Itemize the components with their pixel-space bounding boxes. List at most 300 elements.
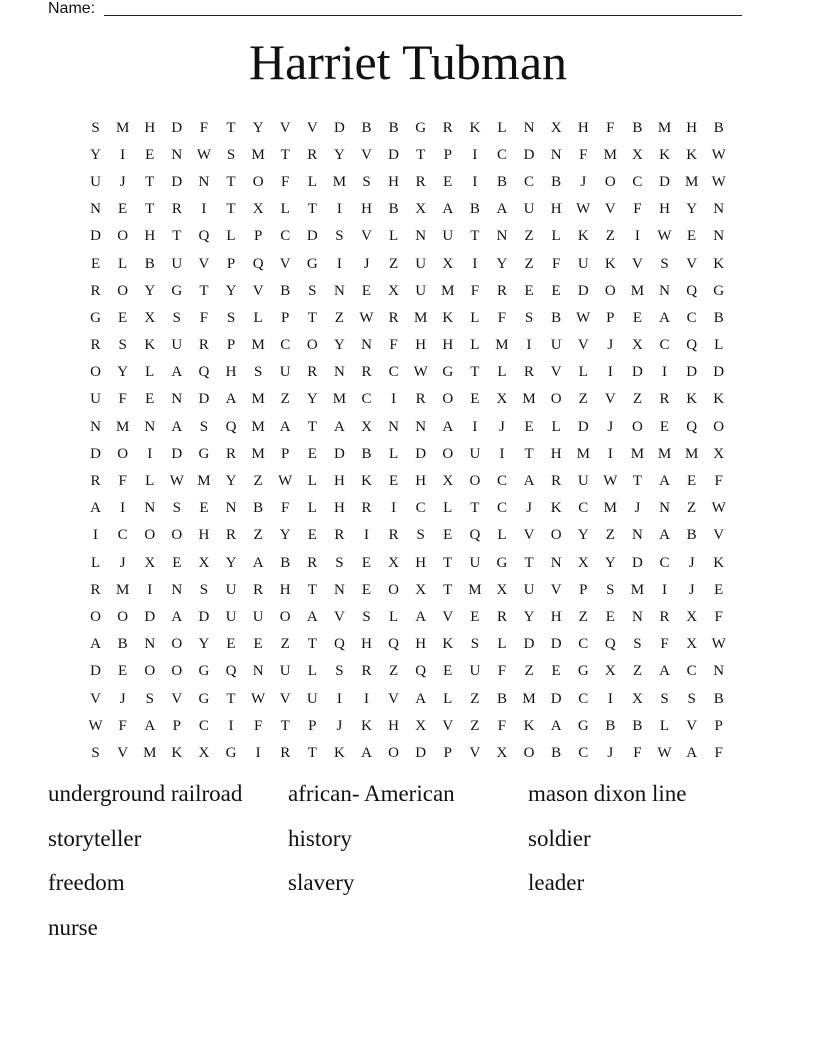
grid-letter: R (280, 744, 291, 761)
grid-letter: Q (225, 418, 237, 435)
grid-letter: V (686, 255, 698, 272)
grid-letter: E (551, 282, 561, 299)
grid-letter: L (497, 527, 507, 544)
grid-letter: E (687, 228, 697, 245)
grid-letter: T (470, 364, 480, 381)
grid-letter: L (253, 309, 263, 326)
grid-letter: V (632, 255, 643, 272)
grid-letter: X (496, 581, 508, 598)
grid-letter: U (252, 608, 264, 625)
grid-letter: H (686, 119, 698, 136)
grid-letter: D (90, 445, 101, 462)
word-search-grid (82, 114, 734, 767)
grid-letter: N (198, 173, 210, 190)
grid-letter: P (226, 337, 236, 354)
grid-letter: T (226, 690, 236, 707)
grid-letter: W (413, 364, 428, 381)
grid-letter: B (388, 201, 399, 218)
grid-letter: F (118, 717, 127, 734)
grid-letter: B (361, 445, 372, 462)
grid-letter: P (443, 744, 452, 761)
grid-letter: P (308, 717, 317, 734)
grid-letter: Q (252, 255, 264, 272)
grid-letter: H (361, 201, 372, 218)
grid-letter: V (171, 690, 183, 707)
grid-letter: O (604, 173, 616, 190)
grid-letter: N (388, 418, 399, 435)
grid-letter: B (713, 309, 724, 326)
grid-letter: A (496, 201, 508, 218)
grid-letter: N (713, 201, 725, 218)
grid-letter: R (90, 282, 101, 299)
grid-letter: A (144, 717, 156, 734)
name-field[interactable] (48, 0, 742, 18)
grid-letter: A (225, 391, 237, 408)
grid-letter: O (90, 364, 101, 381)
grid-letter: I (201, 201, 207, 218)
grid-letter: M (332, 391, 347, 408)
grid-letter: Q (686, 282, 698, 299)
grid-letter: B (632, 119, 643, 136)
grid-letter: R (361, 663, 372, 680)
grid-letter: N (171, 581, 183, 598)
grid-letter: S (91, 119, 100, 136)
grid-letter: J (607, 337, 614, 354)
grid-letter: T (145, 201, 155, 218)
grid-letter: W (88, 717, 103, 734)
grid-row (82, 549, 734, 576)
grid-letter: R (90, 337, 101, 354)
grid-letter: X (144, 309, 156, 326)
grid-letter: U (225, 581, 237, 598)
grid-letter: I (363, 527, 369, 544)
grid-letter: G (225, 744, 237, 761)
grid-letter: J (607, 418, 614, 435)
grid-letter: C (280, 337, 291, 354)
grid-letter: Y (225, 282, 237, 299)
grid-letter: R (307, 146, 318, 163)
grid-letter: U (171, 337, 183, 354)
grid-letter: D (171, 445, 183, 462)
grid-letter: T (416, 146, 426, 163)
grid-letter: P (714, 717, 723, 734)
grid-letter: V (550, 364, 562, 381)
grid-letter: B (388, 119, 399, 136)
grid-letter: V (442, 608, 454, 625)
word-bank-item: african- American (288, 781, 455, 806)
grid-letter: D (415, 744, 427, 761)
grid-letter: Y (225, 473, 237, 490)
grid-letter: D (632, 364, 643, 381)
grid-letter: L (470, 309, 480, 326)
grid-row (82, 332, 734, 359)
grid-letter: E (714, 581, 724, 598)
grid-letter: Q (604, 636, 616, 653)
grid-letter: G (577, 663, 589, 680)
grid-letter: C (388, 364, 399, 381)
grid-letter: R (307, 364, 318, 381)
grid-letter: W (657, 228, 672, 245)
grid-letter: C (524, 173, 535, 190)
grid-letter: G (577, 717, 589, 734)
grid-letter: X (442, 255, 454, 272)
grid-letter: E (524, 282, 534, 299)
grid-letter: L (659, 717, 670, 734)
grid-letter: Y (198, 636, 210, 653)
grid-letter: M (657, 119, 672, 136)
grid-letter: O (90, 608, 101, 625)
grid-letter: X (198, 554, 210, 571)
grid-letter: N (333, 581, 345, 598)
grid-letter: Q (469, 527, 481, 544)
grid-letter: J (119, 554, 126, 571)
grid-letter: S (687, 690, 696, 707)
grid-letter: L (551, 418, 561, 435)
word-bank-item: storyteller (48, 825, 142, 851)
grid-letter: W (576, 309, 591, 326)
grid-letter: E (470, 391, 480, 408)
grid-letter: A (659, 663, 670, 680)
grid-letter: O (117, 282, 129, 299)
grid-letter: V (713, 527, 725, 544)
grid-letter: Z (388, 663, 399, 680)
grid-letter: U (90, 391, 101, 408)
grid-letter: I (472, 418, 478, 435)
grid-letter: Y (252, 119, 264, 136)
grid-letter: H (415, 554, 427, 571)
grid-letter: X (415, 581, 427, 598)
grid-letter: C (496, 500, 507, 517)
grid-letter: V (279, 255, 291, 272)
grid-letter: M (603, 500, 617, 517)
grid-letter: Z (470, 717, 480, 734)
grid-letter: B (605, 717, 616, 734)
grid-letter: U (225, 608, 237, 625)
grid-letter: P (579, 581, 588, 598)
grid-letter: E (118, 309, 128, 326)
grid-letter: T (226, 173, 236, 190)
grid-letter: O (252, 173, 264, 190)
grid-letter: C (361, 391, 372, 408)
grid-letter: L (90, 554, 101, 571)
grid-letter: Q (686, 418, 698, 435)
grid-row (82, 168, 734, 195)
grid-letter: B (496, 173, 507, 190)
grid-letter: D (550, 690, 562, 707)
grid-letter: O (550, 527, 562, 544)
grid-letter: I (662, 581, 668, 598)
grid-letter: O (713, 418, 725, 435)
grid-letter: M (684, 173, 699, 190)
grid-letter: X (388, 282, 399, 299)
grid-letter: D (388, 146, 399, 163)
grid-letter: S (362, 173, 371, 190)
grid-letter: Z (524, 663, 534, 680)
grid-letter: F (633, 744, 642, 761)
grid-letter: D (90, 663, 101, 680)
grid-letter: Y (144, 282, 156, 299)
grid-letter: P (443, 146, 452, 163)
grid-letter: N (550, 146, 562, 163)
grid-letter: M (603, 146, 617, 163)
word-bank-item: freedom (48, 870, 125, 895)
grid-letter: G (90, 309, 101, 326)
grid-letter: M (143, 744, 157, 761)
grid-letter: O (442, 445, 454, 462)
grid-letter: N (90, 418, 101, 435)
grid-letter: I (228, 717, 234, 734)
grid-letter: E (388, 473, 399, 490)
word-bank-item: slavery (288, 870, 355, 895)
grid-letter: M (115, 581, 130, 598)
grid-letter: D (523, 636, 535, 653)
grid-letter: N (333, 282, 345, 299)
grid-letter: W (169, 473, 184, 490)
grid-letter: I (662, 364, 668, 381)
grid-letter: R (442, 119, 453, 136)
grid-letter: M (441, 282, 455, 299)
grid-letter: S (172, 309, 181, 326)
grid-letter: E (172, 554, 182, 571)
grid-letter: S (253, 364, 263, 381)
grid-letter: E (687, 473, 697, 490)
grid-letter: M (468, 581, 482, 598)
grid-letter: V (90, 690, 101, 707)
grid-letter: D (577, 418, 589, 435)
grid-letter: W (278, 473, 293, 490)
grid-letter: I (391, 500, 397, 517)
grid-letter: N (90, 201, 101, 218)
grid-letter: N (171, 146, 183, 163)
grid-letter: E (361, 554, 372, 571)
grid-letter: H (144, 119, 156, 136)
grid-letter: H (415, 636, 427, 653)
grid-letter: I (255, 744, 261, 761)
grid-letter: U (523, 201, 535, 218)
grid-letter: E (361, 282, 372, 299)
grid-letter: E (90, 255, 101, 272)
grid-letter: B (632, 717, 643, 734)
grid-row (82, 141, 734, 168)
grid-row (82, 495, 734, 522)
grid-letter: I (499, 445, 505, 462)
grid-letter: K (713, 391, 725, 408)
grid-letter: H (550, 608, 562, 625)
grid-letter: K (686, 391, 698, 408)
grid-letter: H (442, 337, 454, 354)
grid-letter: A (442, 418, 454, 435)
grid-letter: P (226, 255, 236, 272)
grid-letter: P (281, 309, 290, 326)
grid-letter: I (120, 500, 126, 517)
grid-letter: E (307, 527, 317, 544)
grid-letter: A (333, 418, 345, 435)
grid-letter: E (605, 608, 615, 625)
grid-letter: U (442, 228, 454, 245)
grid-letter: R (551, 473, 562, 490)
grid-letter: X (686, 608, 698, 625)
word-bank-item: soldier (528, 825, 591, 851)
grid-letter: E (470, 608, 480, 625)
name-label: Name: (48, 0, 96, 17)
grid-letter: N (496, 228, 508, 245)
grid-letter: H (225, 364, 237, 381)
grid-letter: D (523, 146, 535, 163)
grid-letter: J (119, 173, 126, 190)
grid-letter: B (551, 744, 562, 761)
grid-letter: B (280, 282, 291, 299)
grid-letter: N (144, 418, 156, 435)
grid-letter: N (550, 554, 562, 571)
grid-letter: D (333, 119, 345, 136)
grid-row (82, 277, 734, 304)
grid-letter: G (496, 554, 508, 571)
grid-letter: P (172, 717, 181, 734)
grid-letter: C (659, 554, 670, 571)
grid-letter: F (497, 663, 507, 680)
grid-letter: Q (198, 228, 210, 245)
grid-letter: O (279, 608, 291, 625)
grid-letter: S (633, 636, 642, 653)
grid-letter: J (526, 500, 532, 517)
grid-letter: B (117, 636, 128, 653)
grid-letter: M (630, 581, 645, 598)
grid-letter: I (147, 445, 153, 462)
grid-letter: O (117, 608, 129, 625)
grid-letter: O (306, 337, 318, 354)
grid-letter: Z (334, 309, 344, 326)
grid-letter: N (415, 228, 427, 245)
grid-letter: U (469, 554, 481, 571)
grid-letter: L (307, 173, 317, 190)
grid-letter: V (361, 146, 372, 163)
grid-letter: K (469, 119, 481, 136)
grid-letter: K (523, 717, 535, 734)
grid-letter: L (307, 500, 317, 517)
grid-letter: Z (253, 527, 263, 544)
grid-letter: I (147, 581, 153, 598)
grid-letter: U (469, 445, 481, 462)
grid-letter: N (225, 500, 237, 517)
grid-letter: V (604, 391, 616, 408)
grid-letter: C (578, 690, 589, 707)
grid-letter: J (336, 717, 343, 734)
grid-letter: U (415, 282, 427, 299)
grid-letter: L (118, 255, 128, 272)
grid-letter: I (607, 445, 613, 462)
grid-letter: E (443, 173, 453, 190)
grid-letter: H (550, 201, 562, 218)
grid-letter: S (606, 581, 615, 598)
grid-letter: R (90, 473, 101, 490)
grid-letter: K (333, 744, 345, 761)
word-bank-item: nurse (48, 914, 98, 940)
grid-letter: Y (333, 337, 345, 354)
grid-letter: C (686, 309, 697, 326)
grid-letter: L (388, 228, 399, 245)
grid-letter: D (333, 445, 345, 462)
grid-letter: E (118, 663, 128, 680)
grid-letter: Y (225, 554, 237, 571)
grid-letter: E (443, 663, 453, 680)
grid-letter: O (171, 636, 183, 653)
grid-letter: C (632, 173, 643, 190)
grid-letter: D (577, 282, 589, 299)
grid-letter: M (251, 146, 265, 163)
grid-letter: L (280, 201, 290, 218)
grid-letter: M (495, 337, 509, 354)
grid-letter: W (711, 500, 726, 517)
grid-letter: R (361, 364, 372, 381)
grid-letter: Z (605, 228, 615, 245)
grid-letter: I (336, 690, 342, 707)
grid-letter: N (632, 608, 643, 625)
grid-letter: D (171, 173, 183, 190)
grid-letter: Z (578, 608, 588, 625)
grid-letter: W (711, 173, 726, 190)
grid-letter: I (526, 337, 532, 354)
grid-letter: F (497, 717, 507, 734)
grid-letter: U (279, 663, 291, 680)
grid-letter: V (333, 608, 345, 625)
grid-letter: V (577, 337, 589, 354)
grid-letter: R (659, 391, 670, 408)
grid-letter: Q (225, 663, 237, 680)
grid-letter: Z (280, 391, 290, 408)
grid-letter: M (576, 445, 590, 462)
grid-letter: F (660, 636, 669, 653)
grid-letter: A (550, 717, 562, 734)
grid-letter: B (551, 173, 562, 190)
grid-letter: L (714, 337, 724, 354)
grid-letter: Q (415, 663, 427, 680)
grid-letter: N (144, 636, 156, 653)
grid-letter: L (578, 364, 588, 381)
grid-letter: F (633, 201, 642, 218)
grid-letter: B (686, 527, 697, 544)
grid-letter: T (307, 581, 317, 598)
grid-letter: U (577, 473, 589, 490)
grid-letter: K (361, 473, 372, 490)
grid-letter: R (415, 391, 426, 408)
grid-letter: K (550, 500, 562, 517)
grid-letter: Z (632, 663, 642, 680)
grid-letter: Z (687, 500, 697, 517)
grid-letter: E (443, 527, 453, 544)
grid-letter: S (524, 309, 534, 326)
grid-letter: O (388, 581, 399, 598)
grid-letter: N (523, 119, 535, 136)
grid-letter: N (252, 663, 264, 680)
grid-letter: R (198, 337, 209, 354)
grid-letter: D (198, 608, 210, 625)
grid-letter: Z (605, 527, 615, 544)
grid-letter: L (307, 473, 317, 490)
grid-letter: H (415, 337, 427, 354)
grid-letter: I (391, 391, 397, 408)
grid-letter: T (199, 282, 209, 299)
grid-letter: L (145, 364, 155, 381)
grid-letter: L (497, 636, 507, 653)
grid-letter: L (443, 690, 453, 707)
grid-letter: Q (198, 364, 210, 381)
grid-letter: U (415, 255, 427, 272)
grid-letter: B (361, 119, 372, 136)
grid-letter: A (659, 527, 670, 544)
grid-letter: J (607, 744, 614, 761)
grid-letter: R (388, 527, 399, 544)
grid-letter: U (523, 581, 535, 598)
